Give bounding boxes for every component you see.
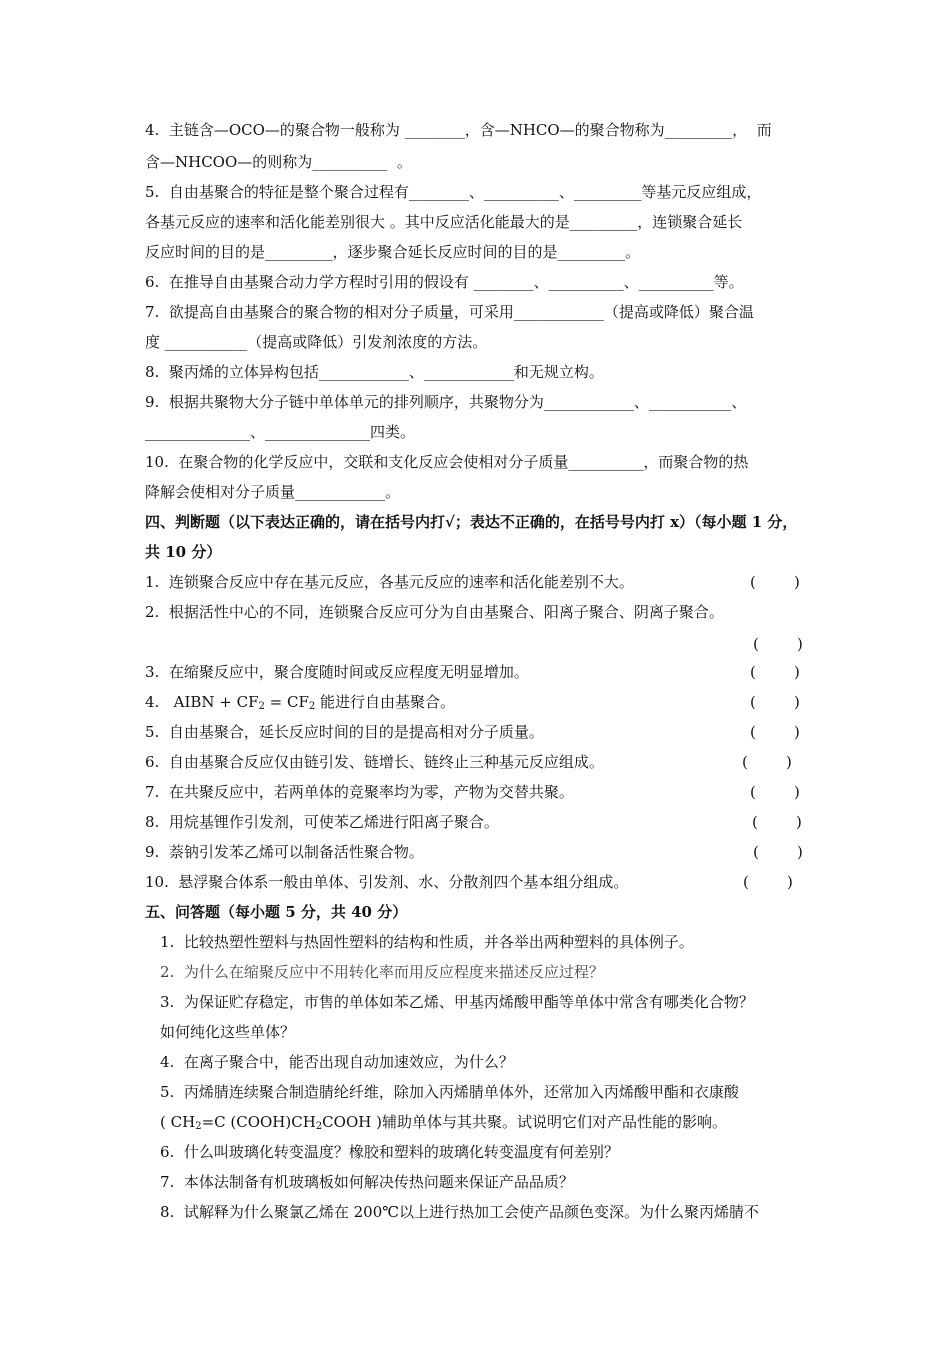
section4-title-cont: 共 10 分） xyxy=(145,543,222,561)
fill-line-9: 8. 聚丙烯的立体异构包括____________、____________和无规立构。 xyxy=(145,363,604,381)
fill-line-4: 各基元反应的速率和活化能差别很大 。其中反应活化能最大的是_________，连锁聚合延长 xyxy=(145,213,743,231)
qa-item-2: 2. 为什么在缩聚反应中不用转化率而用反应程度来描述反应过程？ xyxy=(160,963,604,981)
fill-line-2: 含—NHCOO—的则称为__________ 。 xyxy=(145,153,412,171)
fill-line-3: 5. 自由基聚合的特征是整个聚合过程有________、__________、_________等基元反应组成， xyxy=(145,183,762,201)
section5-title: 五、问答题（每小题 5 分，共 40 分） xyxy=(145,903,408,921)
answer-paren-6[interactable]: ( ) xyxy=(742,753,792,771)
answer-paren-7[interactable]: ( ) xyxy=(750,783,800,801)
answer-paren-1[interactable]: ( ) xyxy=(750,573,800,591)
answer-paren-10[interactable]: ( ) xyxy=(743,873,793,891)
answer-paren-2[interactable]: ( ) xyxy=(753,635,803,653)
tf-item-10: 10. 悬浮聚合体系一般由单体、引发剂、水、分散剂四个基本组分组成。 xyxy=(145,873,629,891)
qa-item-5: 5. 丙烯腈连续聚合制造腈纶纤维，除加入丙烯腈单体外，还常加入丙烯酸甲酯和衣康酸 xyxy=(160,1083,739,1101)
qa-item-4: 4. 在离子聚合中，能否出现自动加速效应，为什么？ xyxy=(160,1053,514,1071)
answer-paren-3[interactable]: ( ) xyxy=(750,663,800,681)
qa-item-6: 6. 什么叫玻璃化转变温度？橡胶和塑料的玻璃化转变温度有何差别？ xyxy=(160,1143,619,1161)
fill-line-8: 度 ___________（提高或降低）引发剂浓度的方法。 xyxy=(145,333,488,351)
qa-item-3-cont: 如何纯化这些单体？ xyxy=(160,1023,296,1041)
fill-line-10: 9. 根据共聚物大分子链中单体单元的排列顺序，共聚物分为____________、___________、 xyxy=(145,393,747,411)
tf-item-4: 4. AIBN + $CF_2 = CF_2$ 能进行自由基聚合。 xyxy=(145,693,456,712)
qa-item-5-cont: ( $CH_2=C$ $(COOH)CH_2COOH$ )辅助单体与其共聚。试说明它们对产品性能的影响。 xyxy=(160,1113,727,1132)
tf-item-6: 6. 自由基聚合反应仅由链引发、链增长、链终止三种基元反应组成。 xyxy=(145,753,604,771)
answer-paren-9[interactable]: ( ) xyxy=(753,843,803,861)
tf-item-3: 3. 在缩聚反应中，聚合度随时间或反应程度无明显增加。 xyxy=(145,663,529,681)
tf-item-8: 8. 用烷基锂作引发剂，可使苯乙烯进行阳离子聚合。 xyxy=(145,813,499,831)
qa-item-3: 3. 为保证贮存稳定，市售的单体如苯乙烯、甲基丙烯酸甲酯等单体中常含有哪类化合物？ xyxy=(160,993,754,1011)
qa-item-1: 1. 比较热塑性塑料与热固性塑料的结构和性质，并各举出两种塑料的具体例子。 xyxy=(160,933,694,951)
qa-item-7: 7. 本体法制备有机玻璃板如何解决传热问题来保证产品品质？ xyxy=(160,1173,574,1191)
tf-item-9: 9. 萘钠引发苯乙烯可以制备活性聚合物。 xyxy=(145,843,424,861)
answer-paren-4[interactable]: ( ) xyxy=(750,693,800,711)
tf-item-7: 7. 在共聚反应中，若两单体的竞聚率均为零，产物为交替共聚。 xyxy=(145,783,574,801)
fill-line-6: 6. 在推导自由基聚合动力学方程时引用的假设有 ________、__________、__________等。 xyxy=(145,273,744,291)
fill-line-12: 10. 在聚合物的化学反应中，交联和支化反应会使相对分子质量__________，而聚合物的热 xyxy=(145,453,749,471)
fill-line-13: 降解会使相对分子质量____________。 xyxy=(145,483,401,501)
fill-line-7: 7. 欲提高自由基聚合的聚合物的相对分子质量，可采用____________（提高或降低）聚合温 xyxy=(145,303,754,321)
tf-item-5: 5. 自由基聚合，延长反应时间的目的是提高相对分子质量。 xyxy=(145,723,544,741)
qa-item-8: 8. 试解释为什么聚氯乙烯在 200℃以上进行热加工会使产品颜色变深。为什么聚丙烯腈不 xyxy=(160,1203,760,1221)
tf-item-1: 1. 连锁聚合反应中存在基元反应，各基元反应的速率和活化能差别不大。 xyxy=(145,573,634,591)
answer-paren-8[interactable]: ( ) xyxy=(752,813,802,831)
fill-line-11: ______________、______________四类。 xyxy=(145,423,416,441)
fill-line-1: 4. 主链含—OCO—的聚合物一般称为 ________，含—NHCO—的聚合物称为_________， 而 xyxy=(145,121,772,139)
section4-title: 四、判断题（以下表达正确的，请在括号内打√；表达不正确的，在括号号内打 x）（每小题 1 分， xyxy=(145,513,798,531)
answer-paren-5[interactable]: ( ) xyxy=(750,723,800,741)
fill-line-5: 反应时间的目的是_________，逐步聚合延长反应时间的目的是_________。 xyxy=(145,243,641,261)
tf-item-2: 2. 根据活性中心的不同，连锁聚合反应可分为自由基聚合、阳离子聚合、阴离子聚合。 xyxy=(145,603,724,621)
